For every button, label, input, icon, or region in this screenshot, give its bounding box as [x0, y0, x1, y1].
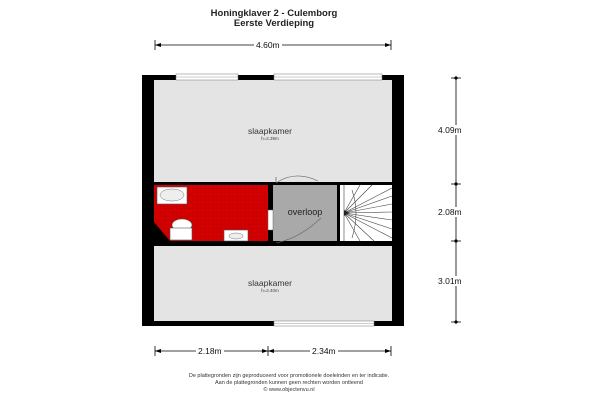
- sink-icon: [157, 187, 187, 204]
- dimension-right-middle-label: 2.08m: [438, 207, 462, 217]
- room-label-bedroom-bottom: [222, 279, 318, 294]
- dimension-right-upper-label: 4.09m: [438, 125, 462, 135]
- washbasin-icon: [224, 230, 248, 241]
- room-label-bedroom-top: [222, 127, 318, 142]
- room-height: h=2.39m: [261, 136, 279, 141]
- room-label-landing: [276, 208, 334, 217]
- dimension-top-label: 4.60m: [256, 40, 280, 50]
- disclaimer-line-1: De plattegronden zijn geproduceerd voor promotionele doeleinden en ter indicatie.: [188, 373, 390, 379]
- room-height: h=2.40m: [261, 288, 279, 293]
- door-bathroom: [268, 210, 273, 230]
- disclaimer-line-3: © www.objectenvu.nl: [263, 387, 315, 393]
- dimension-bottom-left-label: 2.18m: [198, 346, 222, 356]
- dimension-right-lower-label: 3.01m: [438, 276, 462, 286]
- disclaimer-line-2: Aan de plattegronden kunnen geen rechten worden ontleend: [214, 380, 363, 386]
- floorplan-subtitle: Eerste Verdieping: [233, 18, 315, 29]
- window-bottom: [274, 321, 374, 326]
- dimension-bottom-right-label: 2.34m: [312, 346, 336, 356]
- room-name: overloop: [287, 207, 323, 217]
- toilet-icon: [170, 219, 192, 240]
- window-top: [176, 74, 382, 80]
- room-name: slaapkamer: [248, 126, 292, 136]
- floorplan-title: Honingklaver 2 - Culemborg: [210, 8, 338, 19]
- room-name: slaapkamer: [248, 278, 292, 288]
